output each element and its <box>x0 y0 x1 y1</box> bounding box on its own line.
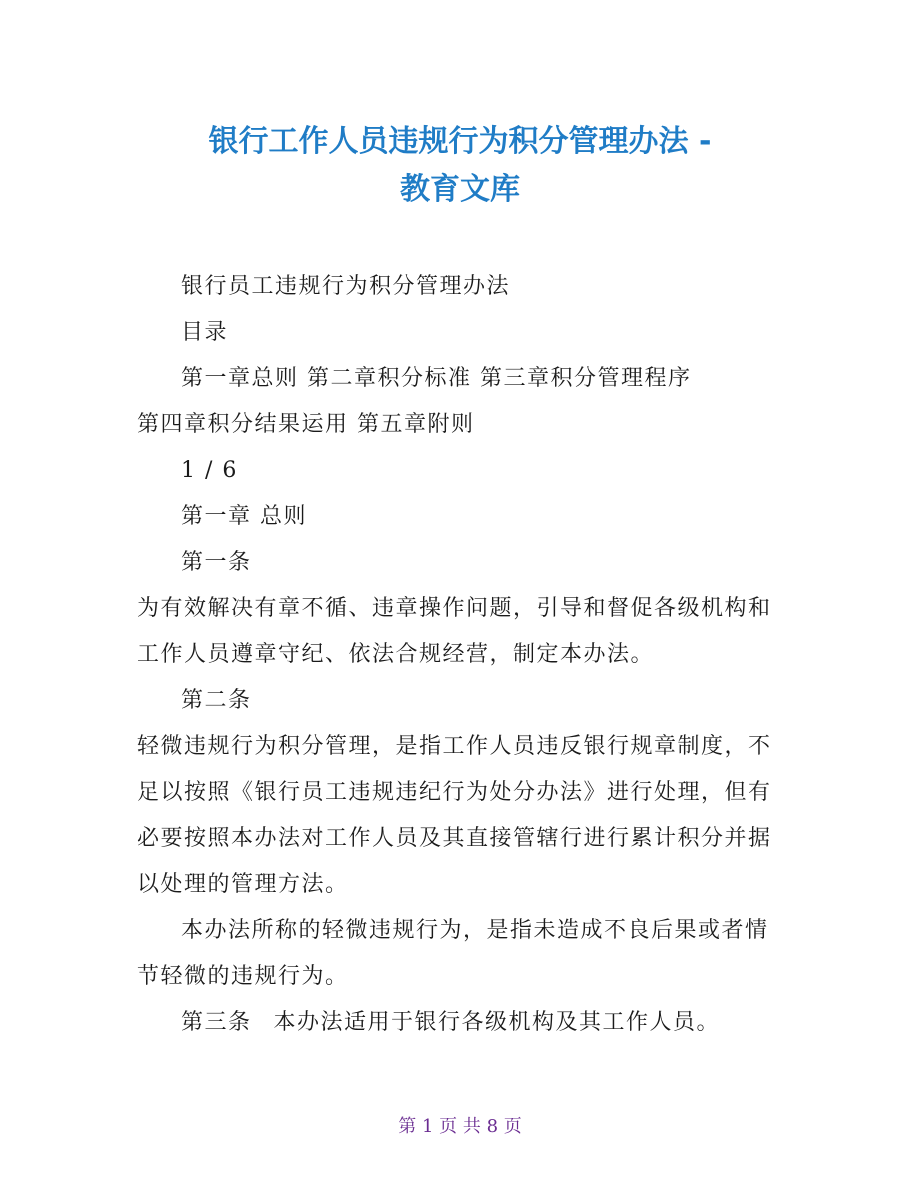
title-line-2: 教育文库 <box>400 172 520 207</box>
article-2-para-2-line-1: 本办法所称的轻微违规行为，是指未造成不良后果或者情 <box>181 918 769 943</box>
article-1-label: 第一条 <box>181 550 252 575</box>
document-body <box>137 264 787 1046</box>
toc-line-2: 第四章积分结果运用 第五章附则 <box>137 412 475 437</box>
article-2-line-1: 轻微违规行为积分管理，是指工作人员违反银行规章制度，不 <box>137 734 772 759</box>
article-2-label: 第二条 <box>181 688 252 713</box>
article-1-line-2: 工作人员遵章守纪、依法合规经营，制定本办法。 <box>137 642 655 667</box>
article-2-line-3: 必要按照本办法对工作人员及其直接管辖行进行累计积分并据 <box>137 826 772 851</box>
page-footer: 第 1 页 共 8 页 <box>398 1116 522 1137</box>
page-reference: 1 / 6 <box>181 458 238 483</box>
document-title <box>0 118 920 214</box>
chapter-heading: 第一章 总则 <box>181 504 307 529</box>
article-3-label: 第三条 <box>181 1010 252 1035</box>
doc-name: 银行员工违规行为积分管理办法 <box>181 274 511 299</box>
toc-line-1: 第一章总则 第二章积分标准 第三章积分管理程序 <box>181 366 692 391</box>
article-1-line-1: 为有效解决有章不循、违章操作问题，引导和督促各级机构和 <box>137 596 772 621</box>
toc-heading: 目录 <box>181 320 229 345</box>
article-3-text: 本办法适用于银行各级机构及其工作人员。 <box>273 1010 721 1035</box>
title-line-1: 银行工作人员违规行为积分管理办法 - <box>208 124 712 159</box>
article-2-line-2: 足以按照《银行员工违规违纪行为处分办法》进行处理，但有 <box>137 780 772 805</box>
article-2-para-2-line-2: 节轻微的违规行为。 <box>137 964 349 989</box>
article-3 <box>137 1000 787 1046</box>
article-2-line-4: 以处理的管理方法。 <box>137 872 349 897</box>
